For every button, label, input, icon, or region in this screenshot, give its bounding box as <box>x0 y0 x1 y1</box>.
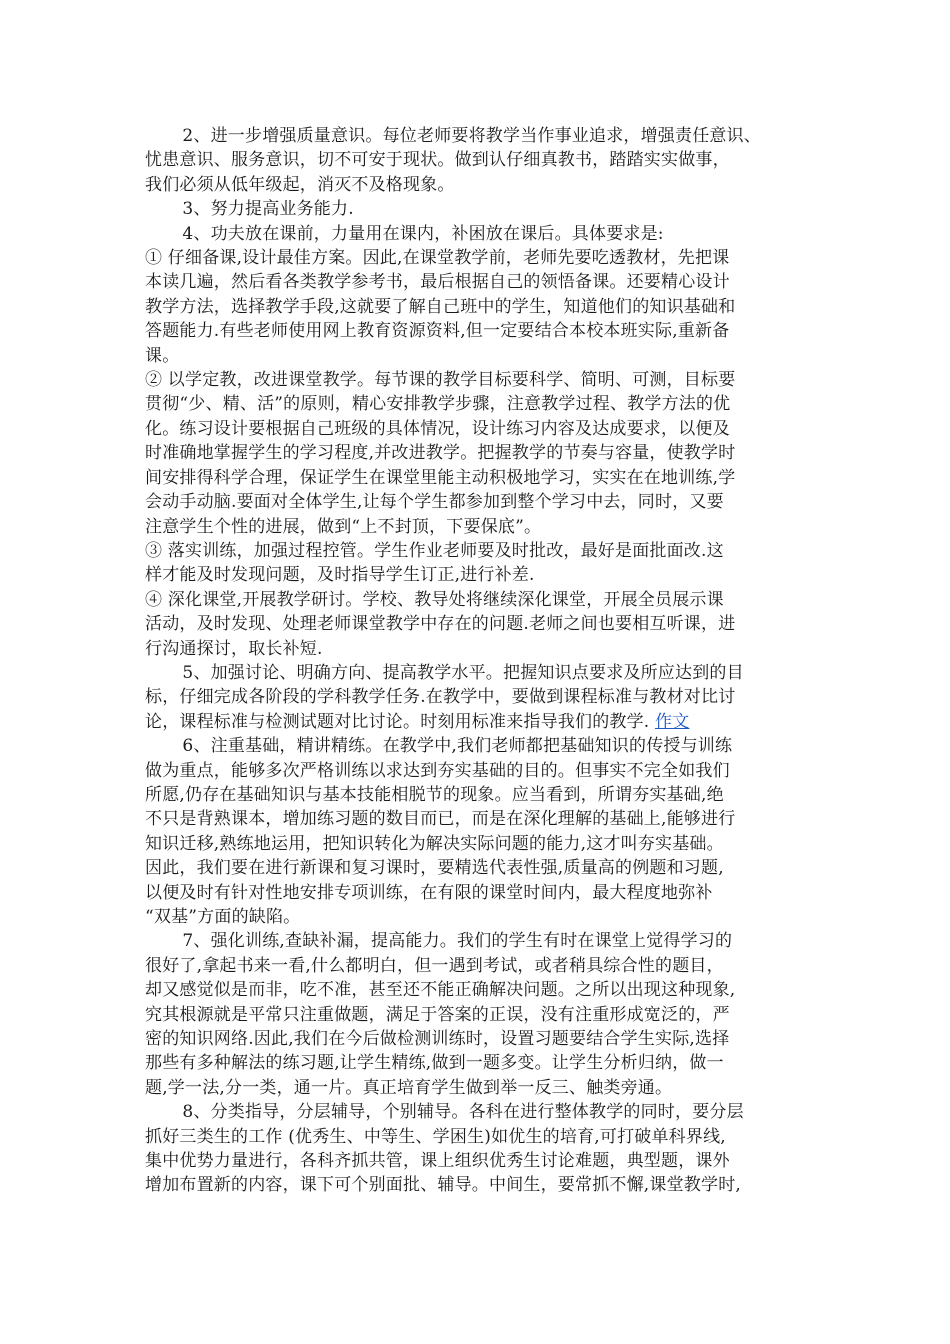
text-line: ② 以学定教，改进课堂教学。每节课的教学目标要科学、简明、可测，目标要 <box>145 370 736 391</box>
paragraph-item-2 <box>145 368 815 539</box>
text-line: 注意学生个性的进展，做到“上不封顶，下要保底”。 <box>145 516 542 537</box>
text-line: 7、强化训练,查缺补漏，提高能力。我们的学生有时在课堂上觉得学习的 <box>182 931 733 952</box>
text-line: 课。 <box>145 345 180 366</box>
text-line: 答题能力.有些老师使用网上教育资源资料,但一定要结合本校本班实际,重新备 <box>145 321 730 342</box>
text-line: 我们必须从低年级起，消灭不及格现象。 <box>145 174 455 195</box>
text-line: 5、加强讨论、明确方向、提高教学水平。把握知识点要求及所应达到的目 <box>182 662 744 683</box>
text-line: 很好了,拿起书来一看,什么都明白，但一遇到考试，或者稍具综合性的题目， <box>145 955 724 976</box>
text-line: 活动，及时发现、处理老师课堂教学中存在的问题.老师之间也要相互听课，进 <box>145 614 736 635</box>
text-line: 究其根源就是平常只注重做题，满足于答案的正误，没有注重形成宽泛的，严 <box>145 1004 730 1025</box>
text-line-with-link <box>145 710 815 734</box>
text-line: 贯彻“少、精、活”的原则，精心安排教学步骤，注意教学过程、教学方法的优 <box>145 394 731 415</box>
text-line: 集中优势力量进行，各科齐抓共管，课上组织优秀生讨论难题，典型题，课外 <box>145 1151 730 1172</box>
text-line: 行沟通探讨，取长补短. <box>145 638 323 659</box>
text-line: 2、进一步增强质量意识。每位老师要将教学当作事业追求，增强责任意识、 <box>182 126 762 146</box>
text-line: 4、功夫放在课前，力量用在课内，补困放在课后。具体要求是: <box>182 223 664 244</box>
text-line: 增加布置新的内容，课下可个别面批、辅导。中间生，要常抓不懈,课堂教学时, <box>145 1175 742 1196</box>
text-line: 抓好三类生的工作 (优秀生、中等生、学困生)如优生的培育,可打破单科界线, <box>145 1126 726 1147</box>
paragraph-item-4 <box>145 588 815 661</box>
paragraph-item-1 <box>145 246 815 368</box>
essay-link[interactable]: 作文 <box>655 711 690 732</box>
text-line: 题,学一法,分一类，通一片。真正培育学生做到举一反三、触类旁通。 <box>145 1077 673 1098</box>
text-line: ④ 深化课堂,开展教学研讨。学校、教导处将继续深化课堂，开展全员展示课 <box>145 589 724 610</box>
text-line: 不只是背熟课本，增加练习题的数目而已，而是在深化理解的基础上,能够进行 <box>145 809 736 830</box>
paragraph-7 <box>145 929 815 1100</box>
paragraph-8 <box>145 1100 815 1198</box>
text-line: 论，课程标准与检测试题对比讨论。时刻用标准来指导我们的教学. <box>145 711 650 732</box>
text-line: 化。练习设计要根据自己班级的具体情况，设计练习内容及达成要求，以便及 <box>145 418 730 439</box>
paragraph-5 <box>145 661 815 734</box>
text-line: ① 仔细备课,设计最佳方案。因此,在课堂教学前，老师先要吃透教材，先把课 <box>145 248 730 269</box>
text-line: 样才能及时发现问题，及时指导学生订正,进行补差. <box>145 565 535 586</box>
text-line: 做为重点，能够多次严格训练以求达到夯实基础的目的。但事实不完全如我们 <box>145 760 730 781</box>
text-line: 教学方法，选择教学手段,这就要了解自己班中的学生，知道他们的知识基础和 <box>145 296 736 317</box>
text-line: 以便及时有针对性地安排专项训练，在有限的课堂时间内，最大程度地弥补 <box>145 882 713 903</box>
text-line: 时准确地掌握学生的学习程度,并改进教学。把握教学的节奏与容量，使教学时 <box>145 443 736 464</box>
paragraph-2 <box>145 124 815 197</box>
text-line: 本读几遍，然后看各类教学参考书，最后根据自己的领悟备课。还要精心设计 <box>145 272 730 293</box>
paragraph-4 <box>145 222 815 246</box>
text-line: 会动手动脑.要面对全体学生,让每个学生都参加到整个学习中去，同时，又要 <box>145 492 724 513</box>
text-line: 知识迁移,熟练地运用，把知识转化为解决实际问题的能力,这才叫夯实基础。 <box>145 833 724 854</box>
text-line: 所愿,仍存在基础知识与基本技能相脱节的现象。应当看到，所谓夯实基础,绝 <box>145 784 724 805</box>
text-line: 6、注重基础，精讲精练。在教学中,我们老师都把基础知识的传授与训练 <box>182 736 733 757</box>
paragraph-item-3 <box>145 539 815 588</box>
text-line: 因此，我们要在进行新课和复习课时，要精选代表性强,质量高的例题和习题, <box>145 858 724 879</box>
paragraph-6 <box>145 734 815 929</box>
text-line: ③ 落实训练，加强过程控管。学生作业老师要及时批改，最好是面批面改.这 <box>145 540 724 561</box>
text-line: 那些有多种解法的练习题,让学生精练,做到一题多变。让学生分析归纳，做一 <box>145 1053 724 1074</box>
paragraph-3 <box>145 197 815 221</box>
text-line: 密的知识网络.因此,我们在今后做检测训练时，设置习题要结合学生实际,选择 <box>145 1029 730 1050</box>
text-line: 忧患意识、服务意识，切不可安于现状。做到认仔细真教书，踏踏实实做事， <box>145 150 730 171</box>
text-line: 间安排得科学合理，保证学生在课堂里能主动积极地学习，实实在在地训练,学 <box>145 467 736 488</box>
document-page <box>145 124 815 1198</box>
text-line: 3、努力提高业务能力. <box>182 199 354 220</box>
text-line: 8、分类指导，分层辅导，个别辅导。各科在进行整体教学的同时，要分层 <box>182 1102 744 1123</box>
text-line: 却又感觉似是而非，吃不准，甚至还不能正确解决问题。之所以出现这种现象, <box>145 980 736 1001</box>
text-line: 标，仔细完成各阶段的学科教学任务.在教学中，要做到课程标准与教材对比讨 <box>145 687 736 708</box>
text-line: “双基”方面的缺陷。 <box>145 907 301 927</box>
